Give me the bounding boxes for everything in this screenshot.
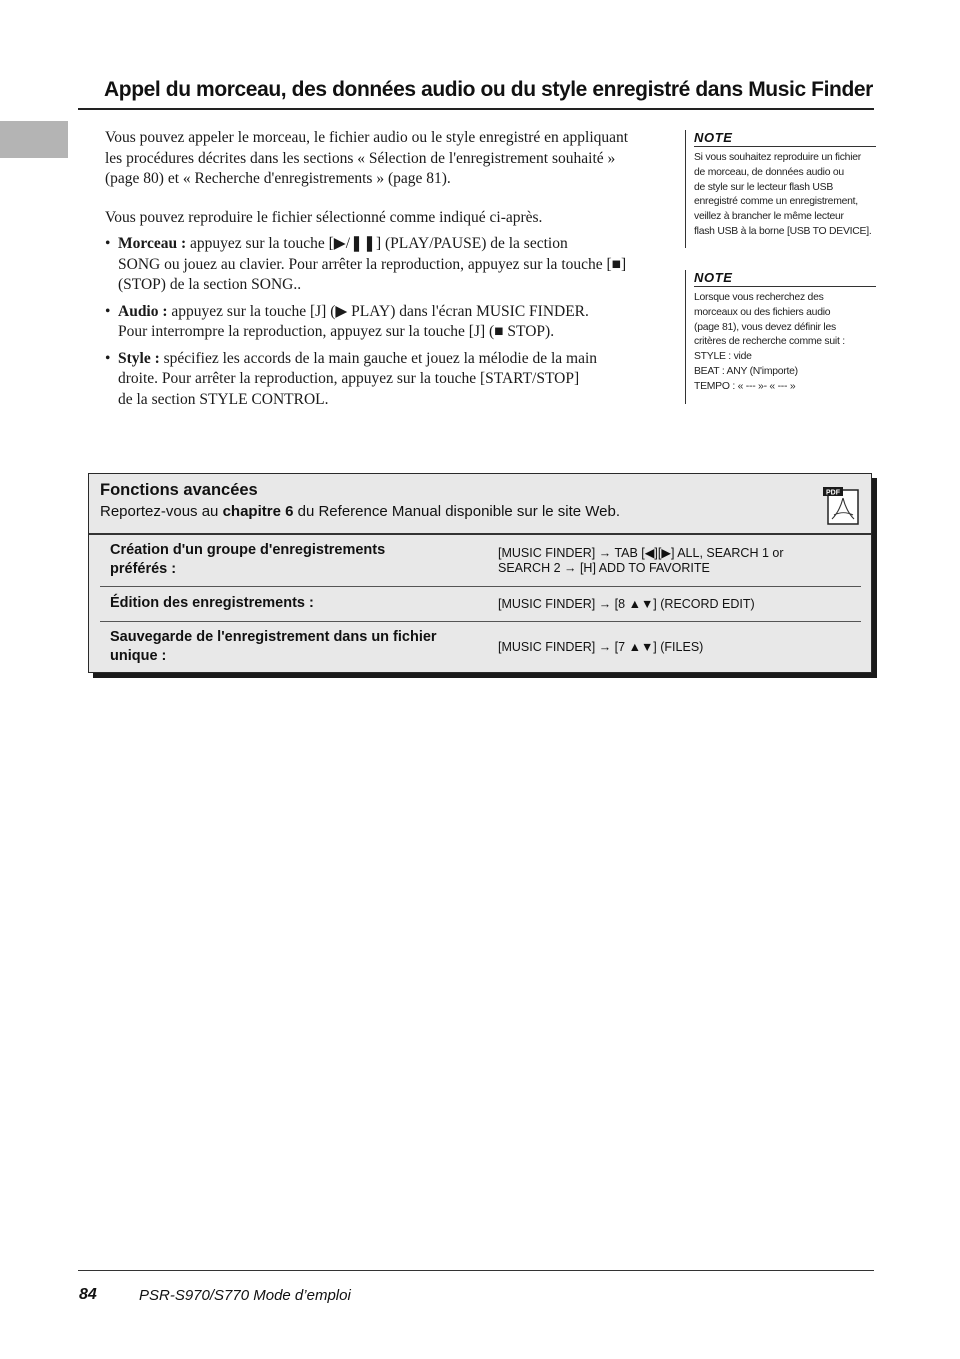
note-line: de morceau, de données audio ou (694, 166, 844, 178)
title-rule (78, 108, 874, 110)
row-label (110, 628, 437, 666)
note-line: de style sur le lecteur flash USB (694, 181, 834, 193)
pdf-badge-text: PDF (826, 489, 840, 497)
advanced-functions-box (88, 473, 872, 673)
advanced-header-rule (89, 533, 871, 535)
intro-line: Vous pouvez appeler le morceau, le fichier audio ou le style enregistré en appliquant (105, 129, 629, 146)
note-line: critères de recherche comme suit : (694, 336, 845, 348)
note-line: Si vous souhaitez reproduire un fichier (694, 152, 861, 163)
playback-intro: Vous pouvez reproduire le fichier sélectionné comme indiqué ci-après. (105, 209, 543, 226)
bullet-line: appuyez sur la touche [▶/❚❚] (PLAY/PAUSE) de la section (190, 235, 568, 252)
note-heading: NOTE (694, 130, 876, 147)
note-line: flash USB à la borne [USB TO DEVICE]. (694, 225, 872, 237)
note-body (694, 151, 876, 240)
row-label-line: Sauvegarde de l'enregistrement dans un fichier (110, 629, 437, 645)
row-label-line: Création d'un groupe d'enregistrements (110, 542, 386, 558)
page-number: 84 (79, 1286, 97, 1303)
bullet-item-style (105, 349, 675, 411)
table-row (100, 587, 861, 621)
bullet-item-song (105, 234, 675, 296)
note-line: TEMPO : « --- »- « --- » (694, 380, 796, 392)
note-line: morceaux ou des fichiers audio (694, 306, 831, 318)
note-line: veillez à brancher le même lecteur (694, 211, 844, 223)
bullet-dot: • (105, 235, 111, 252)
bullet-term: Morceau : (118, 235, 187, 252)
table-row (100, 622, 861, 670)
bullet-line: droite. Pour arrêter la reproduction, appuyez sur la touche [START/STOP] (118, 370, 580, 387)
playback-bullet-list (105, 234, 675, 416)
table-row (100, 538, 861, 586)
note-line: STYLE : vide (694, 351, 752, 363)
section-title: Appel du morceau, des données audio ou du style enregistré dans Music Finder (104, 78, 873, 101)
advanced-subtitle (100, 503, 620, 520)
intro-paragraph (105, 128, 675, 190)
note-line: Lorsque vous recherchez des (694, 292, 824, 303)
manual-title: PSR-S970/S770 Mode d’emploi (139, 1287, 351, 1304)
row-path: [MUSIC FINDER] → [8 ▲▼] (RECORD EDIT) (498, 597, 755, 611)
advanced-sub-text: Reportez-vous au (100, 503, 219, 520)
bullet-line: appuyez sur la touche [J] (▶ PLAY) dans l'écran MUSIC FINDER. (171, 302, 589, 320)
bullet-dot: • (105, 349, 111, 367)
bullet-item-audio (105, 302, 675, 343)
bullet-line: de la section STYLE CONTROL. (118, 390, 329, 408)
advanced-sub-text: du Reference Manual disponible sur le site Web. (297, 503, 621, 520)
note-line: BEAT : ANY (N'importe) (694, 365, 798, 377)
advanced-chapter-ref: chapitre 6 (222, 503, 294, 520)
bullet-dot: • (105, 302, 111, 320)
note-line: (page 81), vous devez définir les (694, 321, 836, 333)
bullet-line: (STOP) de la section SONG.. (118, 276, 302, 293)
row-path-line: SEARCH 2 → [H] ADD TO FAVORITE (498, 561, 710, 575)
bullet-line: spécifiez les accords de la main gauche et jouez la mélodie de la main (163, 349, 598, 367)
row-label: Édition des enregistrements : (110, 595, 314, 611)
pdf-icon (822, 484, 862, 526)
note-body (694, 291, 876, 395)
row-label-line: unique : (110, 648, 167, 664)
intro-line: (page 80) et « Recherche d'enregistrements » (page 81). (105, 170, 451, 187)
bullet-line: Pour interrompre la reproduction, appuyez sur la touche [J] (■ STOP). (118, 323, 555, 340)
bullet-term: Style : (118, 349, 160, 367)
row-path-line: [MUSIC FINDER] → TAB [◀][▶] ALL, SEARCH 1 or (498, 546, 784, 560)
bullet-term: Audio : (118, 302, 168, 320)
bullet-line: SONG ou jouez au clavier. Pour arrêter la reproduction, appuyez sur la touche [■] (118, 255, 627, 273)
note-usb-flash (685, 130, 876, 248)
row-label (110, 541, 385, 579)
row-path: [MUSIC FINDER] → [7 ▲▼] (FILES) (498, 640, 704, 654)
row-path (498, 546, 784, 576)
note-heading: NOTE (694, 270, 876, 287)
advanced-title: Fonctions avancées (100, 481, 258, 499)
intro-line: les procédures décrites dans les sections « Sélection de l'enregistrement souhaité » (105, 149, 616, 167)
chapter-side-tab (0, 121, 68, 158)
footer-rule (78, 1270, 874, 1271)
row-label-line: préférés : (110, 561, 177, 577)
note-search-criteria (685, 270, 876, 404)
note-line: enregistré comme un enregistrement, (694, 196, 858, 208)
